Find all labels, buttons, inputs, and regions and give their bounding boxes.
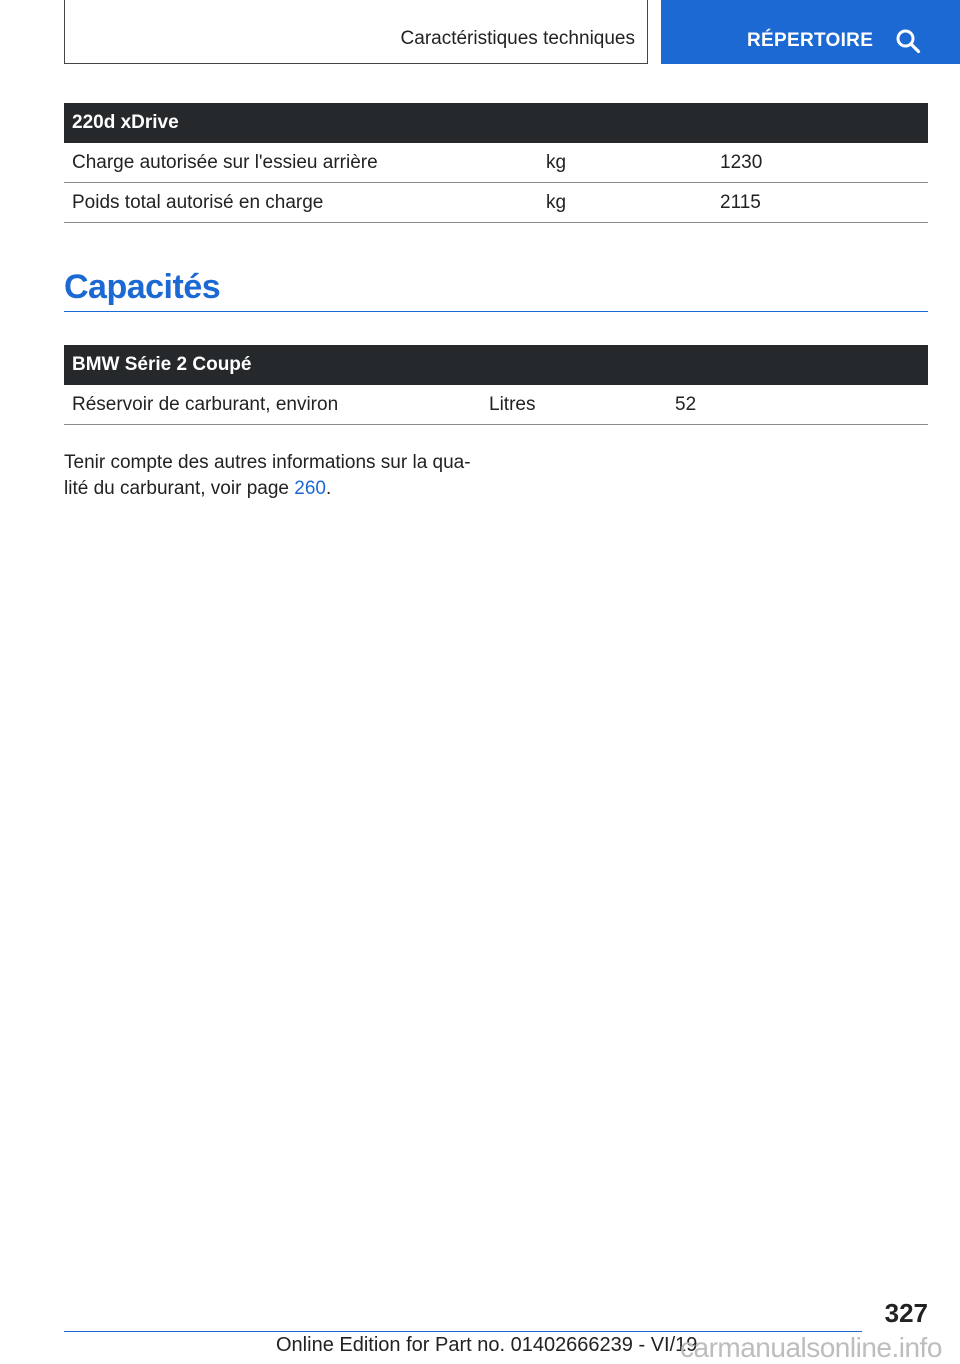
row-unit: Litres	[481, 385, 667, 425]
spec-table-capacities	[64, 345, 928, 425]
index-label: RÉPERTOIRE	[747, 30, 874, 51]
index-button[interactable]	[661, 0, 960, 64]
table-title: 220d xDrive	[64, 103, 928, 143]
fuel-quality-note	[64, 450, 484, 502]
watermark: carmanualsonline.info	[680, 1332, 942, 1363]
edition-text: Online Edition for Part no. 01402666239 - VI/19	[276, 1334, 698, 1356]
table-row	[64, 385, 928, 425]
row-label: Charge autorisée sur l'essieu arrière	[64, 143, 538, 183]
table-row	[64, 183, 928, 223]
search-icon	[895, 28, 921, 54]
row-label: Réservoir de carburant, environ	[64, 385, 481, 425]
page-link[interactable]: 260	[294, 478, 326, 499]
note-suffix: .	[325, 478, 332, 499]
row-value: 1230	[712, 143, 928, 183]
spec-table-220d	[64, 103, 928, 223]
row-unit: kg	[538, 143, 712, 183]
table-title: BMW Série 2 Coupé	[64, 345, 928, 385]
section-divider	[64, 311, 928, 312]
row-value: 52	[667, 385, 928, 425]
row-value: 2115	[712, 183, 928, 223]
note-text: Tenir compte des autres informations sur la qualité du carburant, voir page	[64, 452, 471, 499]
table-row	[64, 143, 928, 183]
table-header-row	[64, 345, 928, 385]
section-title: Capacités	[64, 268, 221, 306]
row-unit: kg	[538, 183, 712, 223]
chapter-tab	[64, 0, 648, 64]
page-number: 327	[884, 1298, 928, 1328]
table-header-row	[64, 103, 928, 143]
chapter-title: Caractéristiques techniques	[400, 28, 635, 49]
row-label: Poids total autorisé en charge	[64, 183, 538, 223]
